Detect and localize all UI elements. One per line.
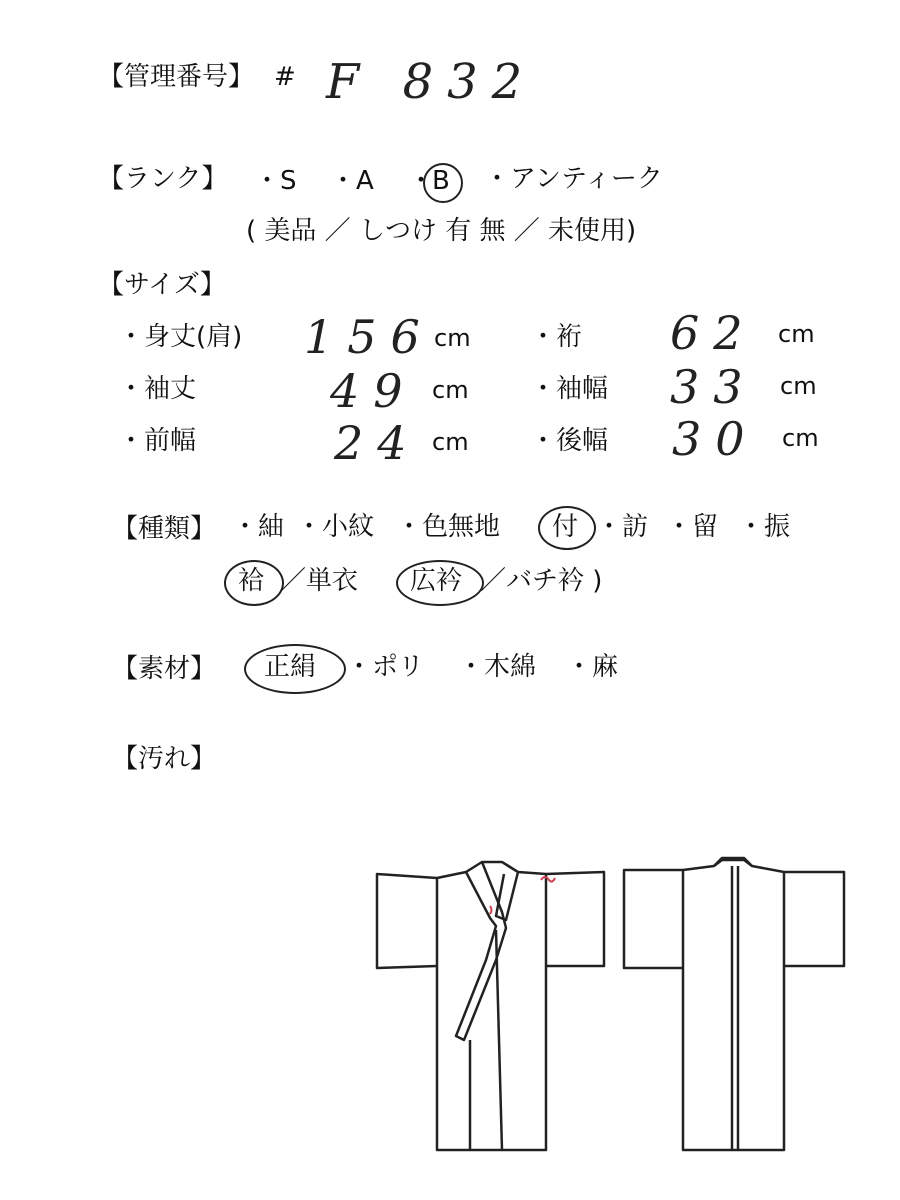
size-sleeve-width-label: ・袖幅	[530, 374, 609, 404]
size-back-width-value: 30	[672, 412, 759, 466]
size-front-width-label: ・前幅	[118, 426, 197, 456]
type-label: 【種類】	[112, 514, 217, 544]
size-length-unit: cm	[434, 324, 471, 352]
rank-option-antique: ・アンティーク	[484, 164, 663, 194]
size-sleeve-length-value: 49	[330, 364, 417, 418]
material-label: 【素材】	[112, 654, 217, 684]
type-furisode: ・振	[738, 512, 791, 542]
front-left-sleeve	[377, 874, 437, 968]
material-cotton: ・木綿	[458, 652, 537, 682]
stains-label: 【汚れ】	[112, 744, 217, 774]
size-front-width-value: 24	[334, 416, 421, 470]
front-right-sleeve	[546, 872, 604, 966]
size-label: 【サイズ】	[98, 270, 226, 300]
size-front-width-unit: cm	[432, 428, 469, 456]
size-yuki-value: 62	[670, 306, 757, 360]
material-silk: 正絹	[264, 652, 317, 682]
hash-symbol: #	[274, 62, 296, 92]
stain-mark-collar	[490, 906, 492, 914]
size-sleeve-length-label: ・袖丈	[118, 374, 197, 404]
material-hemp: ・麻	[566, 652, 619, 682]
back-body	[683, 860, 784, 1150]
type-hiroeri: 広衿	[410, 566, 463, 596]
management-number-value: F 832	[326, 54, 537, 110]
back-collar	[714, 858, 752, 866]
size-back-width-unit: cm	[782, 424, 819, 452]
front-body	[437, 862, 546, 1150]
size-sleeve-width-unit: cm	[780, 372, 817, 400]
rank-option-s: ・S	[254, 166, 297, 196]
rank-label: 【ランク】	[98, 164, 228, 194]
size-length-label: ・身丈(肩)	[118, 322, 243, 352]
type-houmon: ・訪	[596, 512, 649, 542]
size-length-value: 156	[304, 310, 434, 364]
size-sleeve-length-unit: cm	[432, 376, 469, 404]
kimono-back-diagram	[624, 858, 844, 1150]
type-tsukesage: 付	[552, 512, 579, 542]
type-bachieri: ／バチ衿 )	[480, 566, 603, 596]
size-yuki-unit: cm	[778, 320, 815, 348]
type-iromuji: ・色無地	[396, 512, 501, 542]
type-awase: 袷	[238, 566, 265, 596]
rank-option-b: B	[432, 166, 450, 196]
size-sleeve-width-value: 33	[670, 360, 757, 414]
size-back-width-label: ・後幅	[530, 426, 609, 456]
kimono-front-diagram	[377, 862, 604, 1150]
type-komon: ・小紋	[296, 512, 375, 542]
rank-option-b-dot: ・	[408, 166, 435, 196]
front-okumi-line	[496, 930, 502, 1150]
back-left-sleeve	[624, 870, 683, 968]
stain-mark-chest	[541, 877, 555, 882]
material-poly: ・ポリ	[346, 652, 425, 682]
type-hitoe: ／単衣	[280, 566, 359, 596]
rank-condition-line: ( 美品 ／ しつけ 有 無 ／ 未使用)	[246, 216, 637, 246]
size-yuki-label: ・裄	[530, 322, 583, 352]
management-number-label: 【管理番号】	[98, 62, 255, 92]
back-right-sleeve	[784, 872, 844, 966]
type-tsumugi: ・紬	[232, 512, 285, 542]
rank-option-a: ・A	[330, 166, 374, 196]
type-tomesode: ・留	[666, 512, 719, 542]
front-collar-right	[496, 862, 518, 920]
